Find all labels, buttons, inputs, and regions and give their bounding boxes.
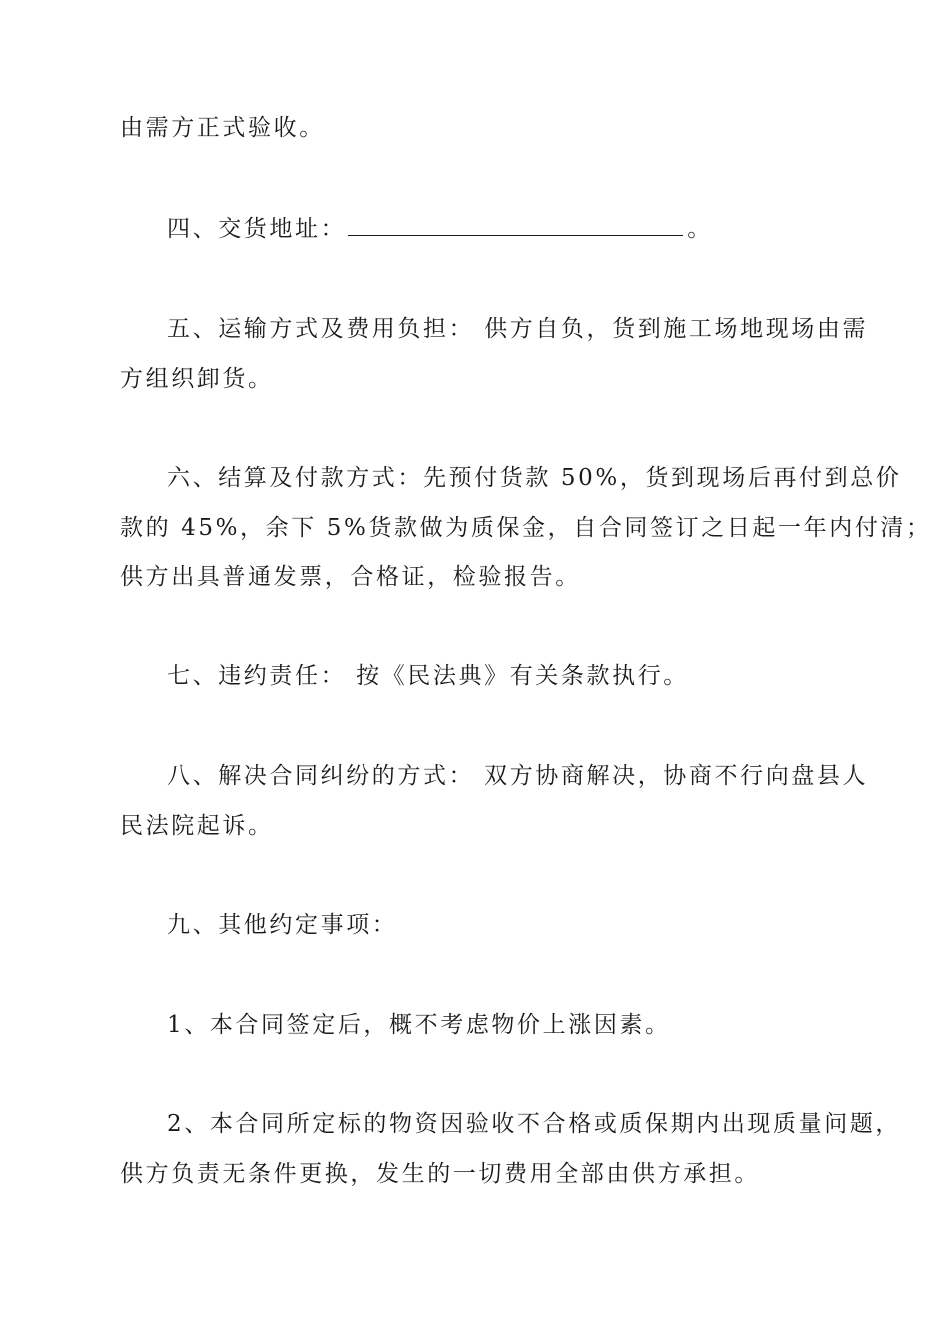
paragraph-9-item-2-line-1: 2、本合同所定标的物资因验收不合格或质保期内出现质量问题， (167, 1111, 902, 1137)
paragraph-5-line-2: 方组织卸货。 (120, 366, 274, 392)
paragraph-9-item-1: 1、本合同签定后，概不考虑物价上涨因素。 (167, 1012, 671, 1038)
paragraph-3-end: 由需方正式验收。 (120, 115, 325, 141)
delivery-address-end: 。 (687, 216, 713, 242)
paragraph-6-line-2: 款的 45%，余下 5%货款做为质保金，自合同签订之日起一年内付清； (120, 515, 932, 541)
paragraph-8-line-1: 八、解决合同纠纷的方式： 双方协商解决，协商不行向盘县人 (167, 763, 869, 789)
paragraph-8-line-2: 民法院起诉。 (120, 813, 274, 839)
paragraph-9-item-2-line-2: 供方负责无条件更换，发生的一切费用全部由供方承担。 (120, 1161, 760, 1187)
delivery-address-label: 四、交货地址： (167, 216, 347, 242)
paragraph-5-line-1: 五、运输方式及费用负担： 供方自负，货到施工场地现场由需 (167, 316, 869, 342)
paragraph-4-delivery-address (167, 214, 840, 244)
paragraph-9-heading: 九、其他约定事项： (167, 912, 398, 938)
delivery-address-blank (348, 215, 683, 236)
paragraph-7: 七、违约责任： 按《民法典》有关条款执行。 (167, 663, 689, 689)
paragraph-6-line-3: 供方出具普通发票，合格证，检验报告。 (120, 564, 581, 590)
paragraph-6-line-1: 六、结算及付款方式：先预付货款 50%，货到现场后再付到总价 (167, 465, 902, 491)
